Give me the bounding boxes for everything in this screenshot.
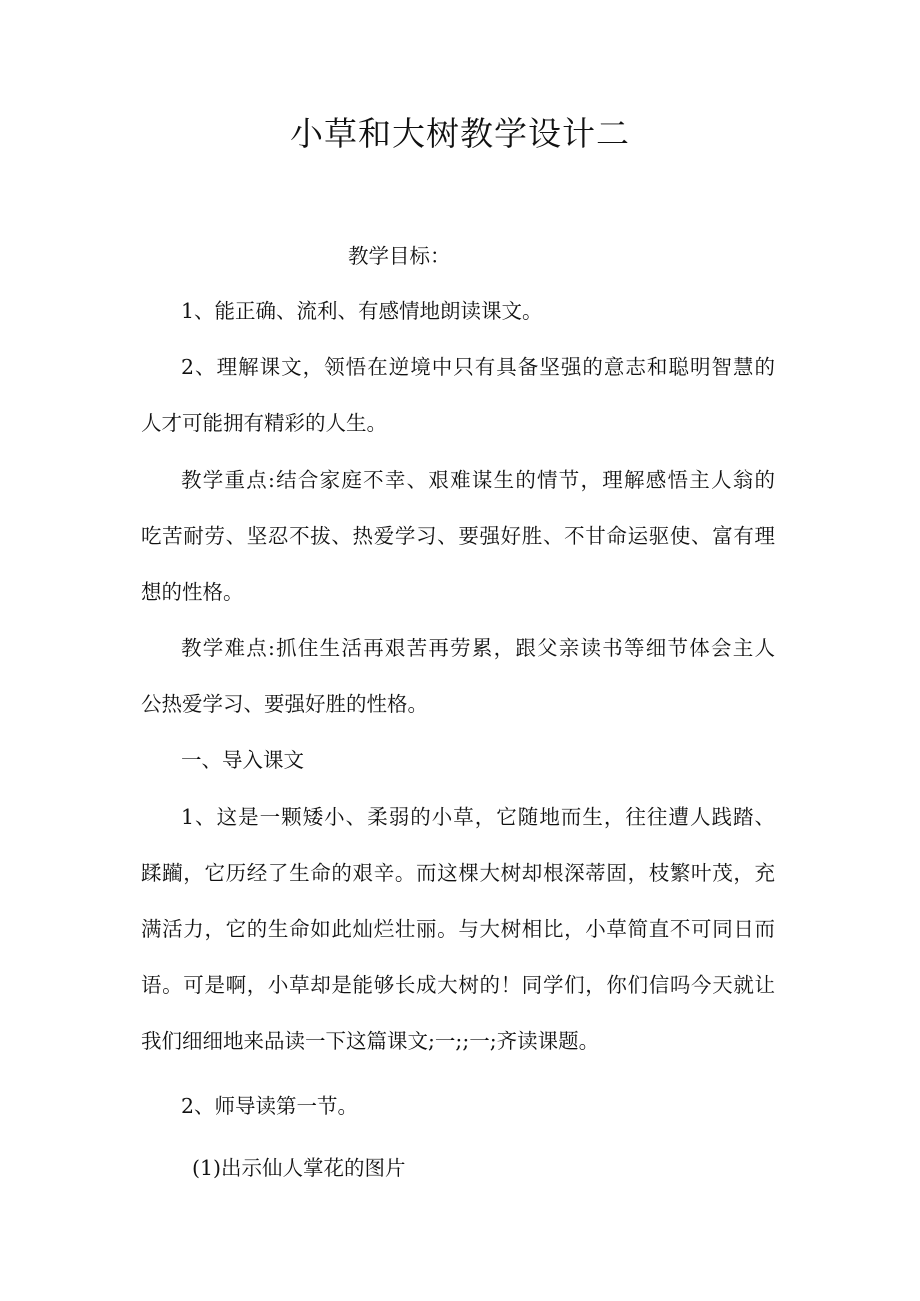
difficulties-line-2: 公热爱学习、要强好胜的性格。 [141,692,428,716]
section-heading-objectives: 教学目标： [348,244,451,268]
cactus-picture-item: (1)出示仙人掌花的图片 [192,1156,406,1180]
key-points-line-1: 教学重点:结合家庭不幸、艰难谋生的情节，理解感悟主人翁的 [181,468,775,492]
section-heading-introduction: 一、导入课文 [181,748,304,772]
key-points-line-2: 吃苦耐劳、坚忍不拔、热爱学习、要强好胜、不甘命运驱使、富有理 [141,524,775,548]
intro-paragraph-line-5: 我们细细地来品读一下这篇课文;一;;一;齐读课题。 [141,1029,600,1053]
key-points-line-3: 想的性格。 [141,580,244,604]
intro-paragraph-line-2: 蹂躏，它历经了生命的艰辛。而这棵大树却根深蒂固，枝繁叶茂，充 [141,861,775,885]
objective-2-line-1: 2、理解课文，领悟在逆境中只有具备坚强的意志和聪明智慧的 [181,355,775,379]
intro-paragraph-line-1: 1、这是一颗矮小、柔弱的小草，它随地而生，往往遭人践踏、 [181,805,775,829]
objective-2-line-2: 人才可能拥有精彩的人生。 [141,411,387,435]
document-title: 小草和大树教学设计二 [290,114,630,153]
difficulties-line-1: 教学难点:抓住生活再艰苦再劳累，跟父亲读书等细节体会主人 [181,636,775,660]
intro-paragraph-line-4: 语。可是啊，小草却是能够长成大树的！同学们，你们信吗今天就让 [141,973,775,997]
objective-1: 1、能正确、流利、有感情地朗读课文。 [181,299,543,323]
guided-reading-item: 2、师导读第一节。 [181,1094,359,1118]
intro-paragraph-line-3: 满活力，它的生命如此灿烂壮丽。与大树相比，小草简直不可同日而 [141,917,775,941]
